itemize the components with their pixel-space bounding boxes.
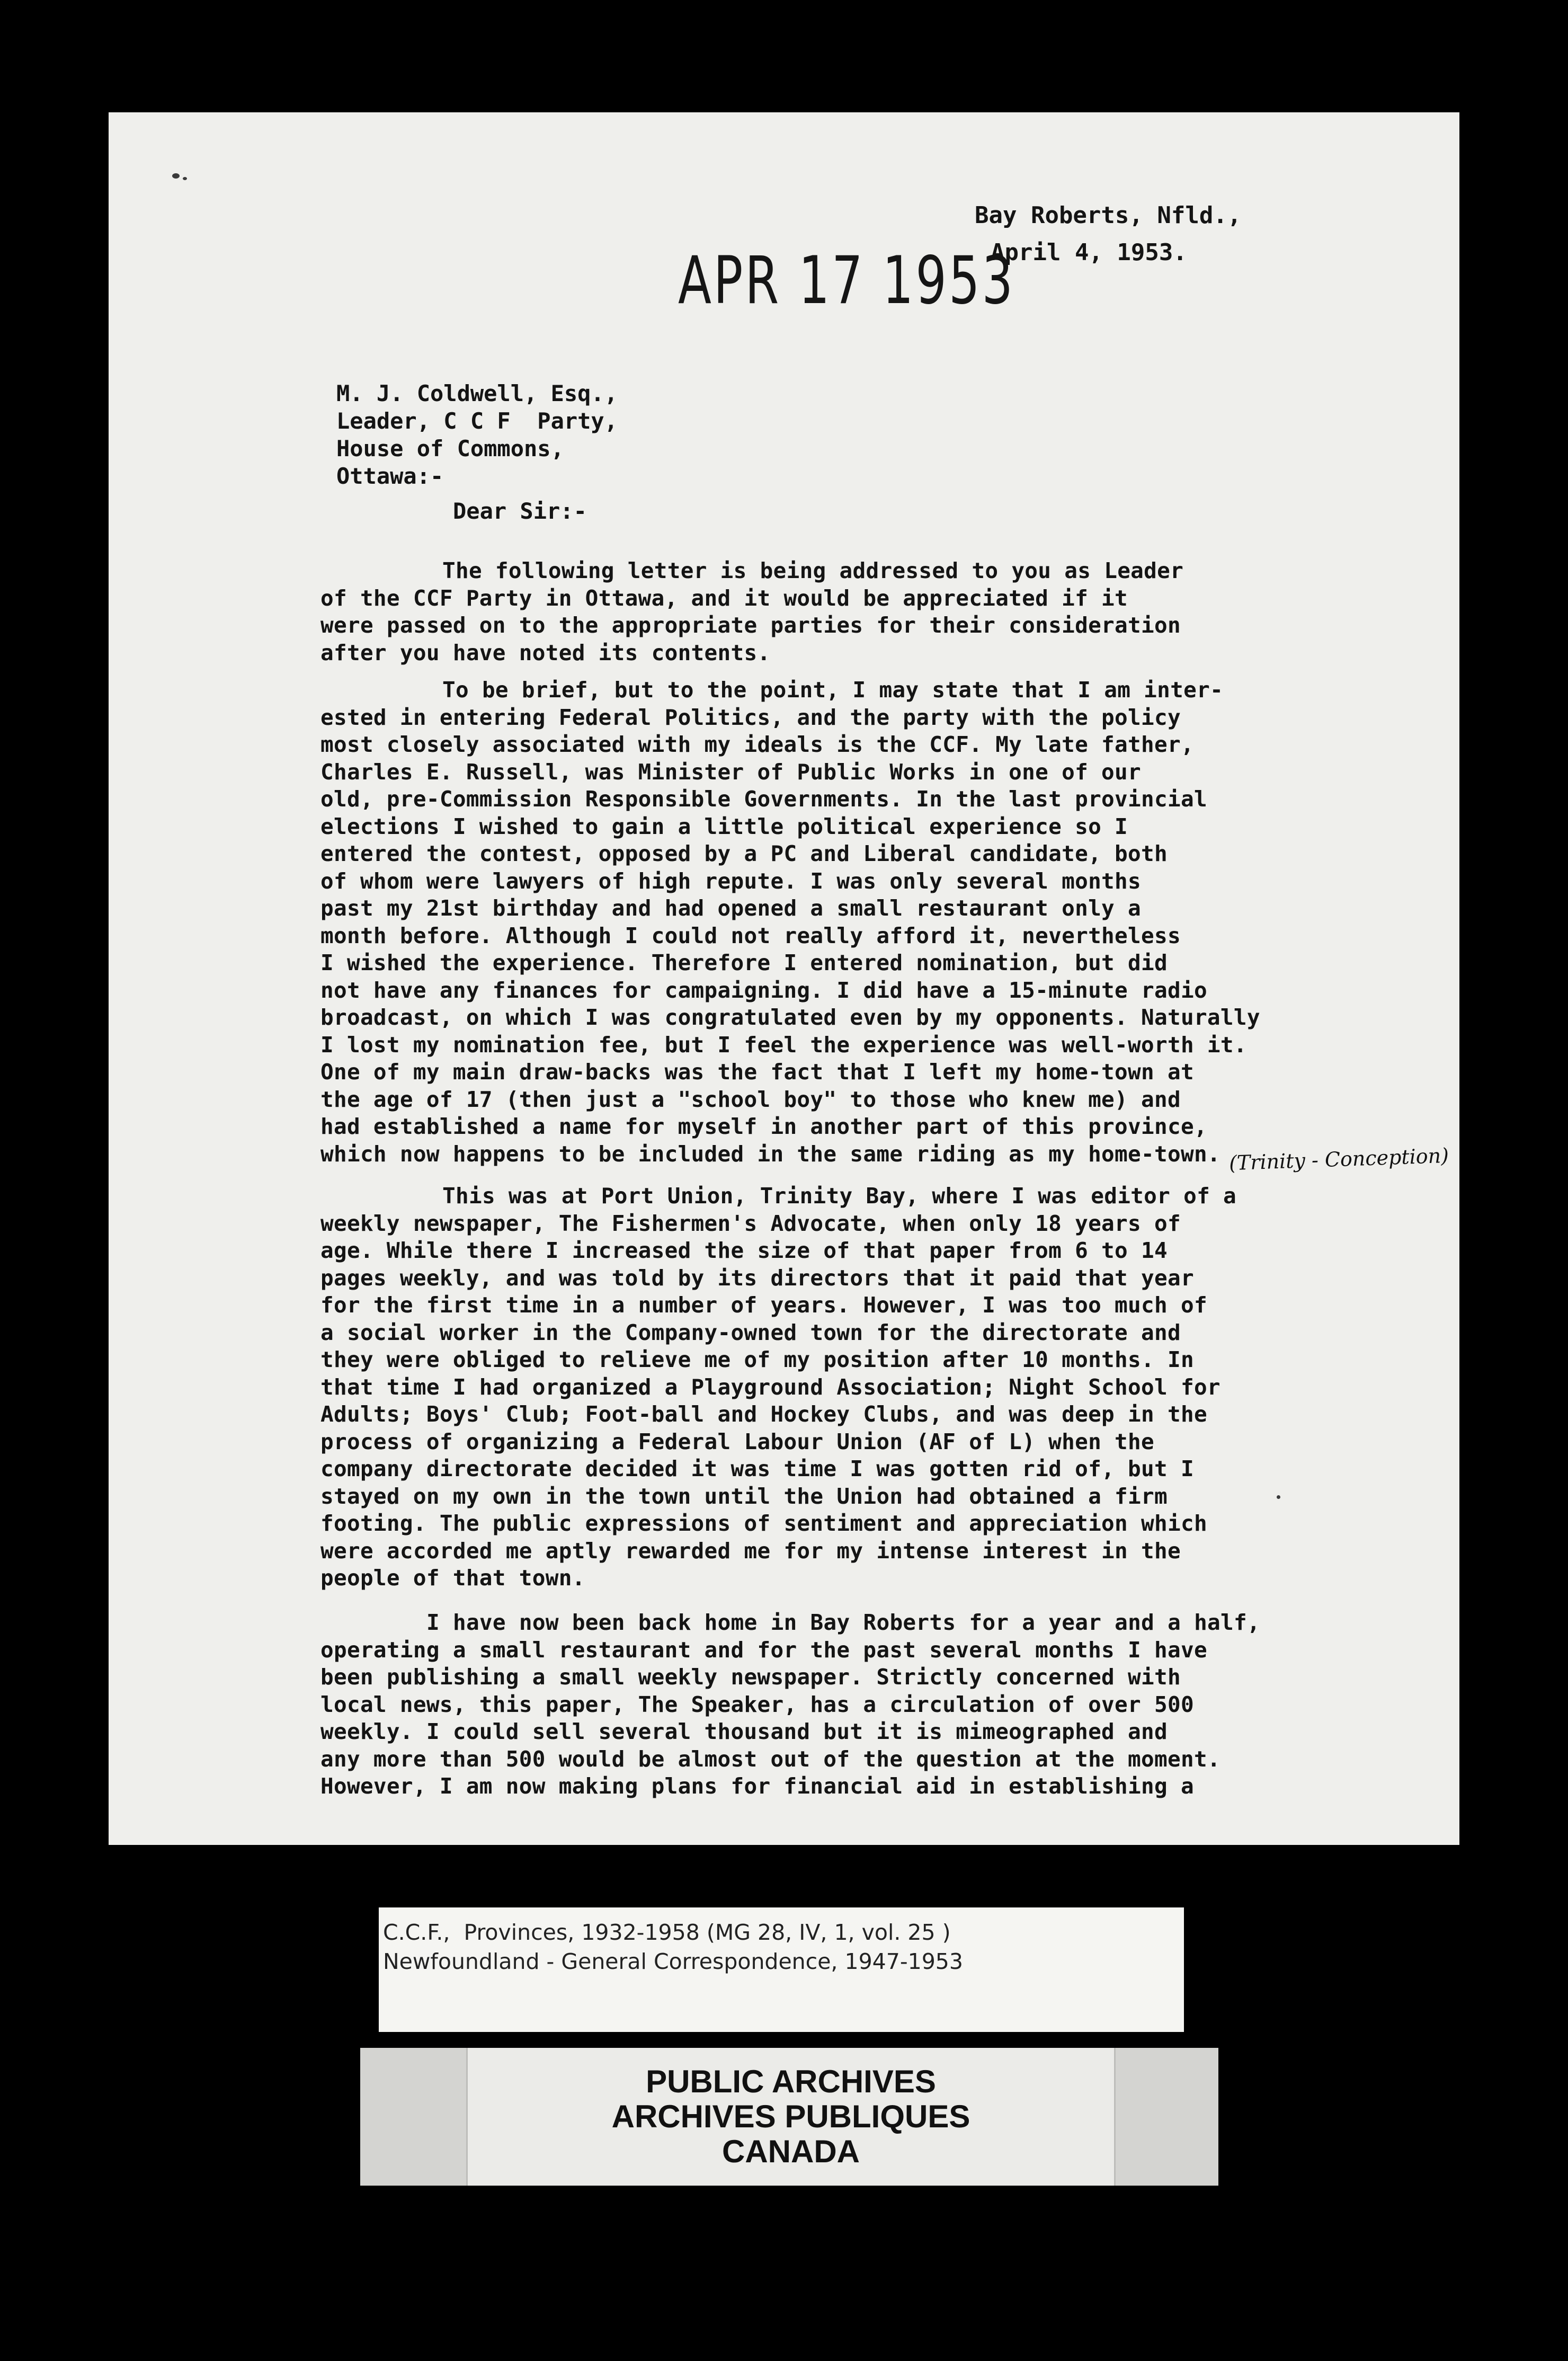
- recipient-line: M. J. Coldwell, Esq.,: [336, 380, 618, 406]
- received-date-stamp: APR 17 1953: [678, 242, 1015, 319]
- archive-label-strip: [360, 2048, 1218, 2186]
- dateline-place: Bay Roberts, Nfld.,: [975, 202, 1242, 229]
- archive-label-line: ARCHIVES PUBLIQUES: [611, 2099, 970, 2134]
- body-paragraph-3: This was at Port Union, Trinity Bay, where I was editor of a weekly newspaper, The Fishermen's Advocate, when only 18 years of age. While there I increased the size of that paper from 6 to 14 pages weekly, and was told by its directors that it paid that year for the first time in a number of years. However, I was too much of a social worker in the Company-owned town for the directorate and they were obliged to relieve me of my position after 10 months. In that time I had organized a Playground Association; Night School for Adults; Boys' Club; Foot-ball and Hockey Clubs, and was deep in the process of organizing a Federal Labour Union (AF of L) when the company directorate decided it was time I was gotten rid of, but I stayed on my own in the town until the Union had obtained a firm footing. The public expressions of sentiment and appreciation which were accorded me aptly rewarded me for my intense interest in the people of that town.: [320, 1183, 1237, 1591]
- archive-label: [466, 2048, 1116, 2186]
- recipient-line: Leader, C C F Party,: [336, 408, 618, 434]
- recipient-line: House of Commons,: [336, 436, 564, 461]
- letter-page: [109, 112, 1459, 1845]
- salutation: Dear Sir:-: [453, 498, 587, 524]
- handwritten-annotation: (Trinity - Conception): [1228, 1143, 1449, 1175]
- archive-label-line: CANADA: [722, 2134, 860, 2169]
- dateline-date: April 4, 1953.: [991, 239, 1187, 266]
- file-reference-line: C.C.F., Provinces, 1932-1958 (MG 28, IV, 1, vol. 25 ): [383, 1920, 951, 1945]
- body-paragraph-2: To be brief, but to the point, I may state that I am inter- ested in entering Federal Politics, and the party with the policy most closely associated with my ideals is the CCF. My late father, Charles E. Russell, was Minister of Public Works in one of our old, pre-Commission Responsible Governments. In the last provincial elections I wished to gain a little political experience so I entered the contest, opposed by a PC and Liberal candidate, both of whom were lawyers of high repute. I was only several months past my 21st birthday and had opened a small restaurant only a month before. Although I could not really afford it, nevertheless I wished the experience. Therefore I entered nomination, but did not have any finances for campaigning. I did have a 15-minute radio broadcast, on which I was congratulated even by my opponents. Naturally I lost my nomination fee, but I feel the experience was well-worth it. One of my main draw-backs was the fact that I left my home-town at the age of 17 (then just a "school boy" to those who knew me) and had established a name for myself in another part of this province, which now happens to be included in the same riding as my home-town.: [320, 677, 1260, 1167]
- recipient-line: Ottawa:-: [336, 463, 444, 489]
- file-reference-tag: [379, 1907, 1184, 2032]
- ink-speck: [183, 177, 187, 180]
- archive-label-line: PUBLIC ARCHIVES: [646, 2064, 936, 2099]
- body-paragraph-4: I have now been back home in Bay Roberts for a year and a half, operating a small restaurant and for the past several months I have been publishing a small weekly newspaper. Strictly concerned with local news, this paper, The Speaker, has a circulation of over 500 weekly. I could sell several thousand but it is mimeographed and any more than 500 would be almost out of the question at the moment. However, I am now making plans for financial aid in establishing a: [320, 1610, 1260, 1799]
- dateline: [975, 197, 1241, 271]
- ink-speck: [172, 173, 180, 179]
- recipient-address: [336, 380, 618, 490]
- file-reference-line: Newfoundland - General Correspondence, 1947-1953: [383, 1949, 963, 1974]
- body-paragraph-1: The following letter is being addressed to you as Leader of the CCF Party in Ottawa, and it would be appreciated if it were passed on to the appropriate parties for their consideration after you have noted its contents.: [320, 558, 1184, 665]
